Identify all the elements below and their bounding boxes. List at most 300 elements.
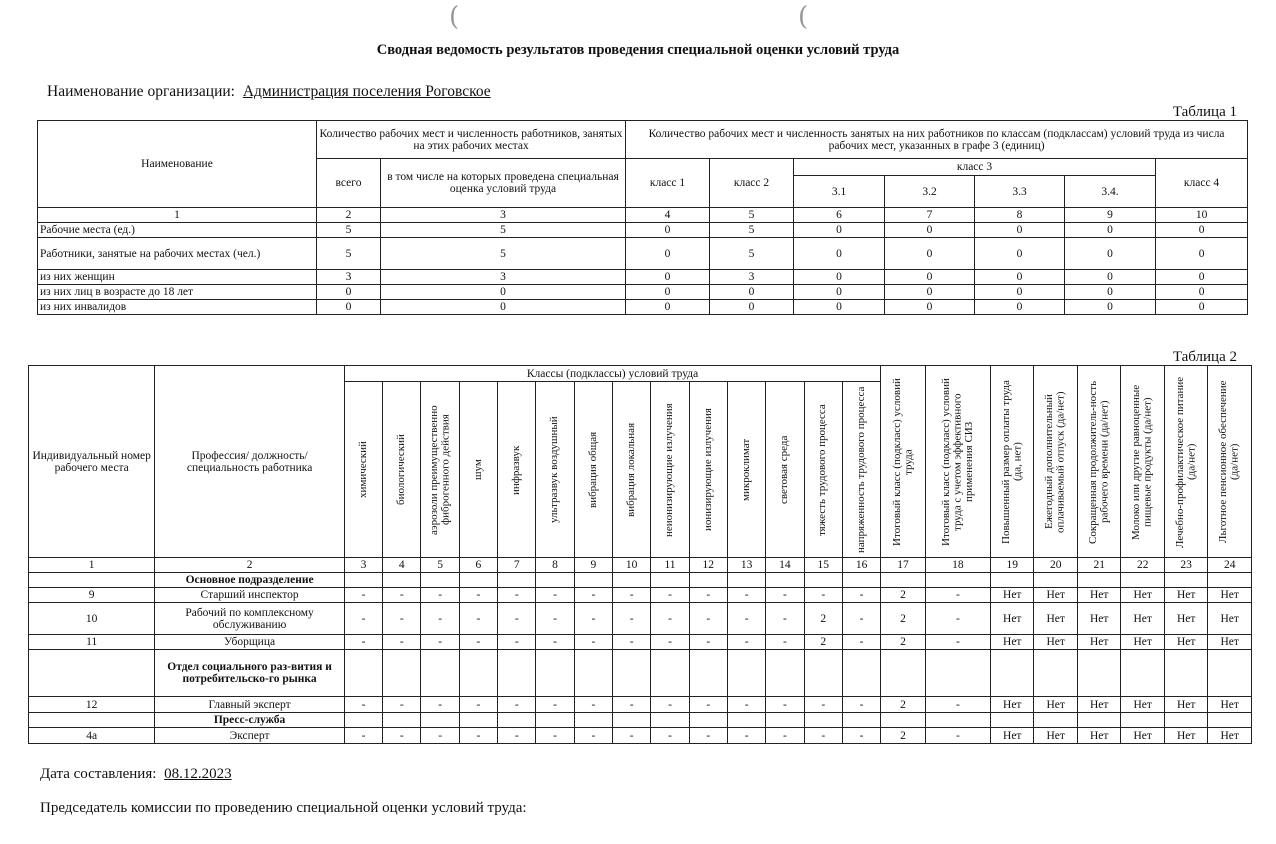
t2-header-s6 <box>1164 366 1207 558</box>
empty-cell <box>574 713 612 728</box>
decorative-bracket: ( <box>798 2 809 32</box>
column-number: 18 <box>925 558 990 573</box>
empty-cell <box>1121 650 1164 697</box>
workplace-id: 10 <box>29 603 155 635</box>
t1-cell: 0 <box>794 238 885 270</box>
workplace-profession: Главный эксперт <box>155 697 345 713</box>
t2-factor-header <box>459 382 497 558</box>
vertical-header: вибрация локальная <box>624 422 637 517</box>
t2-cell: - <box>804 588 842 603</box>
t1-cell: 0 <box>317 285 381 300</box>
column-number: 7 <box>885 208 975 223</box>
column-number: 22 <box>1121 558 1164 573</box>
t2-cell: Нет <box>991 603 1034 635</box>
vertical-header: неионизирующие излучения <box>663 402 676 537</box>
t1-cell: 0 <box>885 238 975 270</box>
workplace-id: 12 <box>29 697 155 713</box>
vertical-header: Льготное пенсионное обеспечение (да/нет) <box>1217 380 1241 543</box>
t1-cell: 0 <box>710 300 794 315</box>
empty-cell <box>991 713 1034 728</box>
t2-cell: - <box>842 635 880 650</box>
t2-factor-header <box>804 382 842 558</box>
t2-cell: Нет <box>1121 635 1164 650</box>
t2-cell: Нет <box>1208 588 1252 603</box>
t2-cell: Нет <box>991 728 1034 744</box>
column-number: 1 <box>29 558 155 573</box>
empty-cell <box>925 650 990 697</box>
workplace-id: 9 <box>29 588 155 603</box>
t1-row-label: из них женщин <box>38 270 317 285</box>
t1-cell: 0 <box>794 223 885 238</box>
empty-cell <box>613 573 651 588</box>
t1-header-class2: класс 2 <box>710 159 794 208</box>
t2-cell: Нет <box>1034 728 1077 744</box>
t2-cell: - <box>383 697 421 713</box>
t2-cell: - <box>842 603 880 635</box>
workplaces-table <box>28 365 1252 744</box>
t1-header-3-2: 3.2 <box>885 176 975 208</box>
column-number: 6 <box>794 208 885 223</box>
table2-caption: Таблица 2 <box>1172 349 1237 365</box>
t2-cell: - <box>344 635 382 650</box>
t2-factor-header <box>842 382 880 558</box>
table1-caption: Таблица 1 <box>1172 104 1237 120</box>
workplace-profession: Старший инспектор <box>155 588 345 603</box>
empty-cell <box>1164 573 1207 588</box>
t2-cell: Нет <box>991 697 1034 713</box>
t1-cell: 0 <box>794 270 885 285</box>
organization-value: Администрация поселения Роговское <box>242 83 491 100</box>
t2-cell: - <box>689 603 727 635</box>
empty-cell <box>651 573 689 588</box>
t2-cell: 2 <box>881 588 926 603</box>
t2-header-s4 <box>1077 366 1120 558</box>
t2-cell: - <box>421 588 459 603</box>
t2-cell: 2 <box>881 635 926 650</box>
t1-cell: 0 <box>1156 223 1248 238</box>
t1-cell: 0 <box>975 300 1065 315</box>
column-number: 6 <box>459 558 497 573</box>
column-number: 19 <box>991 558 1034 573</box>
t1-cell: 0 <box>381 300 626 315</box>
empty-cell <box>344 650 382 697</box>
column-number: 12 <box>689 558 727 573</box>
column-number: 8 <box>536 558 574 573</box>
empty-cell <box>925 713 990 728</box>
t2-factor-header <box>498 382 536 558</box>
t2-cell: - <box>842 728 880 744</box>
t2-cell: - <box>766 588 804 603</box>
column-number: 14 <box>766 558 804 573</box>
t1-cell: 0 <box>975 285 1065 300</box>
t2-cell: - <box>766 697 804 713</box>
t2-cell: - <box>536 635 574 650</box>
empty-cell <box>1164 713 1207 728</box>
t1-cell: 0 <box>1156 285 1248 300</box>
empty-cell <box>689 573 727 588</box>
empty-cell <box>498 713 536 728</box>
t1-cell: 0 <box>794 300 885 315</box>
section-label: Основное подразделение <box>155 573 345 588</box>
empty-cell <box>1164 650 1207 697</box>
t2-cell: - <box>344 728 382 744</box>
t1-row <box>38 223 1248 238</box>
t2-header-s0 <box>881 366 926 558</box>
empty-cell <box>804 713 842 728</box>
t2-factor-header <box>421 382 459 558</box>
t2-cell: - <box>613 603 651 635</box>
t2-cell: - <box>689 588 727 603</box>
t1-cell: 3 <box>381 270 626 285</box>
t2-cell: Нет <box>1077 635 1120 650</box>
empty-cell <box>421 713 459 728</box>
t2-cell: Нет <box>1077 588 1120 603</box>
t2-header-s2 <box>991 366 1034 558</box>
empty-cell <box>1034 573 1077 588</box>
vertical-header: химический <box>356 441 369 498</box>
t2-cell: Нет <box>1034 603 1077 635</box>
t2-cell: - <box>613 728 651 744</box>
t1-header-assessed: в том числе на которых проведена специальная оценка условий труда <box>381 159 626 208</box>
t2-cell: - <box>383 603 421 635</box>
organization-label: Наименование организации: <box>47 83 235 100</box>
t2-cell: - <box>459 728 497 744</box>
column-number: 13 <box>727 558 765 573</box>
empty-cell <box>344 573 382 588</box>
column-number: 9 <box>574 558 612 573</box>
t1-cell: 0 <box>1065 270 1156 285</box>
organization-line <box>47 83 491 101</box>
t2-data-row <box>29 588 1252 603</box>
vertical-header: Ежегодный дополнительный оплачиваемый отпуск (да/нет) <box>1043 390 1067 533</box>
t2-cell: - <box>498 697 536 713</box>
t2-cell: Нет <box>1121 603 1164 635</box>
empty-cell <box>536 713 574 728</box>
t2-cell: Нет <box>1121 697 1164 713</box>
t2-cell: Нет <box>1164 603 1207 635</box>
workplace-profession: Эксперт <box>155 728 345 744</box>
empty-cell <box>842 713 880 728</box>
column-number: 10 <box>1156 208 1248 223</box>
t1-cell: 5 <box>710 223 794 238</box>
t1-cell: 5 <box>710 238 794 270</box>
t2-cell: - <box>498 603 536 635</box>
empty-cell <box>1034 713 1077 728</box>
t2-cell: - <box>766 728 804 744</box>
empty-cell <box>1121 573 1164 588</box>
empty-cell <box>1208 713 1252 728</box>
empty-cell <box>421 573 459 588</box>
decorative-bracket: ( <box>449 2 460 32</box>
t1-cell: 0 <box>626 238 710 270</box>
t2-cell: - <box>613 635 651 650</box>
t2-cell: - <box>804 728 842 744</box>
t2-data-row <box>29 697 1252 713</box>
t2-cell: Нет <box>1164 635 1207 650</box>
column-number: 2 <box>317 208 381 223</box>
t1-cell: 0 <box>975 223 1065 238</box>
t1-cell: 0 <box>975 238 1065 270</box>
t2-section-row <box>29 713 1252 728</box>
t1-cell: 0 <box>1156 300 1248 315</box>
empty-cell <box>574 573 612 588</box>
t2-cell: Нет <box>1121 728 1164 744</box>
empty-cell <box>498 650 536 697</box>
empty-cell <box>344 713 382 728</box>
t2-cell: - <box>459 603 497 635</box>
empty-cell <box>421 650 459 697</box>
t2-cell: Нет <box>1164 588 1207 603</box>
t1-cell: 0 <box>1065 300 1156 315</box>
workplace-profession: Рабочий по комплексному обслуживанию <box>155 603 345 635</box>
t2-factor-header <box>727 382 765 558</box>
empty-cell <box>991 573 1034 588</box>
t1-cell: 0 <box>381 285 626 300</box>
t2-cell: - <box>689 635 727 650</box>
t1-header-total: всего <box>317 159 381 208</box>
t1-row-label: из них инвалидов <box>38 300 317 315</box>
t2-cell: - <box>383 588 421 603</box>
t2-column-numbers <box>29 558 1252 573</box>
empty-cell <box>1077 650 1120 697</box>
t1-cell: 0 <box>626 285 710 300</box>
t1-cell: 3 <box>710 270 794 285</box>
vertical-header: инфразвук <box>509 444 522 495</box>
t2-header-id: Индивидуальный номер рабочего места <box>29 366 155 558</box>
column-number: 21 <box>1077 558 1120 573</box>
empty-cell <box>613 713 651 728</box>
empty-cell <box>1208 650 1252 697</box>
summary-table <box>37 120 1248 315</box>
t2-cell: - <box>498 728 536 744</box>
t2-cell: - <box>421 728 459 744</box>
t1-cell: 0 <box>317 300 381 315</box>
t2-section-row <box>29 573 1252 588</box>
empty-cell <box>498 573 536 588</box>
t2-cell: - <box>689 697 727 713</box>
t2-cell: - <box>536 588 574 603</box>
t2-cell: - <box>498 635 536 650</box>
t2-factor-header <box>344 382 382 558</box>
empty-cell <box>766 573 804 588</box>
empty-cell <box>1077 573 1120 588</box>
t1-cell: 0 <box>1156 238 1248 270</box>
t2-cell: - <box>459 588 497 603</box>
t1-row <box>38 300 1248 315</box>
column-number: 24 <box>1208 558 1252 573</box>
t2-cell: - <box>536 603 574 635</box>
t2-factor-header <box>689 382 727 558</box>
column-number: 15 <box>804 558 842 573</box>
t1-header-group1: Количество рабочих мест и численность работников, занятых на этих рабочих местах <box>317 121 626 159</box>
t1-row <box>38 285 1248 300</box>
empty-cell <box>574 650 612 697</box>
empty-cell <box>925 573 990 588</box>
t2-header-s3 <box>1034 366 1077 558</box>
vertical-header: аэрозоли преимущественно фиброгенного действия <box>427 404 452 535</box>
t2-cell: Нет <box>1034 588 1077 603</box>
t1-header-3-1: 3.1 <box>794 176 885 208</box>
t2-cell: - <box>344 588 382 603</box>
t2-cell: - <box>613 588 651 603</box>
t2-cell: Нет <box>1208 603 1252 635</box>
section-label: Отдел социального раз-вития и потребительско-го рынка <box>155 650 345 697</box>
empty-cell <box>766 650 804 697</box>
section-label: Пресс-служба <box>155 713 345 728</box>
t2-cell: - <box>421 635 459 650</box>
t2-cell: - <box>574 728 612 744</box>
t1-header-class3: класс 3 <box>794 159 1156 176</box>
t2-factor-header <box>536 382 574 558</box>
t1-cell: 5 <box>381 238 626 270</box>
date-line <box>40 766 232 783</box>
t1-header-class4: класс 4 <box>1156 159 1248 208</box>
t1-cell: 0 <box>626 300 710 315</box>
empty-cell <box>727 573 765 588</box>
t2-cell: - <box>574 603 612 635</box>
t2-cell: Нет <box>1208 635 1252 650</box>
workplace-profession: Уборщица <box>155 635 345 650</box>
t1-cell: 5 <box>317 223 381 238</box>
vertical-header: шум <box>471 459 484 480</box>
t2-header-s5 <box>1121 366 1164 558</box>
t2-factor-header <box>613 382 651 558</box>
column-number: 1 <box>38 208 317 223</box>
empty-cell <box>29 573 155 588</box>
vertical-header: световая среда <box>778 435 791 504</box>
t2-cell: - <box>689 728 727 744</box>
t2-cell: - <box>651 588 689 603</box>
t2-cell: - <box>344 603 382 635</box>
t2-cell: - <box>421 697 459 713</box>
t1-header-3-4: 3.4. <box>1065 176 1156 208</box>
vertical-header: Молоко или другие равноценные пищевые продукты (да/нет) <box>1130 383 1154 540</box>
empty-cell <box>881 573 926 588</box>
t2-cell: Нет <box>1034 635 1077 650</box>
t2-cell: Нет <box>1164 728 1207 744</box>
column-number: 7 <box>498 558 536 573</box>
t2-factor-header <box>766 382 804 558</box>
vertical-header: Сокращенная продолжитель-ность рабочего времени (да/нет) <box>1086 379 1111 544</box>
column-number: 4 <box>626 208 710 223</box>
empty-cell <box>804 650 842 697</box>
t2-cell: Нет <box>1208 728 1252 744</box>
column-number: 3 <box>381 208 626 223</box>
t2-cell: 2 <box>804 603 842 635</box>
vertical-header: биологический <box>395 434 408 505</box>
workplace-id: 4а <box>29 728 155 744</box>
t2-cell: - <box>498 588 536 603</box>
t2-cell: Нет <box>1077 697 1120 713</box>
t2-cell: - <box>925 728 990 744</box>
t1-cell: 0 <box>710 285 794 300</box>
t1-cell: 0 <box>885 300 975 315</box>
empty-cell <box>29 713 155 728</box>
vertical-header: вибрация общая <box>586 431 599 508</box>
empty-cell <box>804 573 842 588</box>
t1-cell: 0 <box>626 223 710 238</box>
t2-cell: - <box>651 603 689 635</box>
empty-cell <box>29 650 155 697</box>
column-number: 11 <box>651 558 689 573</box>
t2-header-s7 <box>1208 366 1252 558</box>
t1-cell: 0 <box>1156 270 1248 285</box>
vertical-header: Повышенный размер оплаты труда (да, нет) <box>999 379 1024 544</box>
vertical-header: Итоговый класс (подкласс) условий труда с учетом эффективного применения СИЗ <box>939 377 975 546</box>
t1-cell: 0 <box>975 270 1065 285</box>
empty-cell <box>991 650 1034 697</box>
vertical-header: тяжесть трудового процесса <box>816 403 829 536</box>
vertical-header: микроклимат <box>739 438 752 501</box>
vertical-header: напряженность трудового процесса <box>854 386 867 553</box>
t1-row-label: Рабочие места (ед.) <box>38 223 317 238</box>
t2-cell: - <box>804 697 842 713</box>
vertical-header: ионизирующие излучения <box>701 408 714 531</box>
empty-cell <box>1208 573 1252 588</box>
t2-cell: Нет <box>1034 697 1077 713</box>
t1-cell: 0 <box>1065 238 1156 270</box>
empty-cell <box>459 573 497 588</box>
t2-cell: Нет <box>1121 588 1164 603</box>
empty-cell <box>536 573 574 588</box>
t2-cell: - <box>383 635 421 650</box>
date-value: 08.12.2023 <box>164 766 232 782</box>
column-number: 4 <box>383 558 421 573</box>
empty-cell <box>1121 713 1164 728</box>
t2-cell: - <box>574 588 612 603</box>
t1-row-label: из них лиц в возрасте до 18 лет <box>38 285 317 300</box>
t2-cell: - <box>459 697 497 713</box>
t2-factor-header <box>574 382 612 558</box>
t1-cell: 0 <box>885 223 975 238</box>
t2-cell: - <box>727 697 765 713</box>
t2-cell: - <box>727 635 765 650</box>
empty-cell <box>689 713 727 728</box>
t2-cell: - <box>421 603 459 635</box>
t2-cell: - <box>925 603 990 635</box>
t2-header-profession: Профессия/ должность/ специальность работника <box>155 366 345 558</box>
t2-cell: - <box>613 697 651 713</box>
t2-cell: - <box>925 697 990 713</box>
vertical-header: ультразвук воздушный <box>548 416 561 523</box>
empty-cell <box>881 713 926 728</box>
t2-cell: - <box>574 697 612 713</box>
column-number: 17 <box>881 558 926 573</box>
t2-cell: Нет <box>991 588 1034 603</box>
t2-cell: Нет <box>1208 697 1252 713</box>
empty-cell <box>689 650 727 697</box>
t1-cell: 0 <box>885 270 975 285</box>
empty-cell <box>383 713 421 728</box>
empty-cell <box>459 650 497 697</box>
empty-cell <box>651 650 689 697</box>
t1-header-3-3: 3.3 <box>975 176 1065 208</box>
column-number: 8 <box>975 208 1065 223</box>
empty-cell <box>1077 713 1120 728</box>
column-number: 2 <box>155 558 345 573</box>
empty-cell <box>536 650 574 697</box>
t2-cell: Нет <box>1077 603 1120 635</box>
t2-header-classes: Классы (подклассы) условий труда <box>344 366 880 382</box>
t1-cell: 5 <box>317 238 381 270</box>
t2-data-row <box>29 635 1252 650</box>
empty-cell <box>727 713 765 728</box>
t2-cell: - <box>536 728 574 744</box>
empty-cell <box>842 650 880 697</box>
t2-cell: - <box>651 728 689 744</box>
t1-row <box>38 270 1248 285</box>
t1-cell: 0 <box>1065 223 1156 238</box>
